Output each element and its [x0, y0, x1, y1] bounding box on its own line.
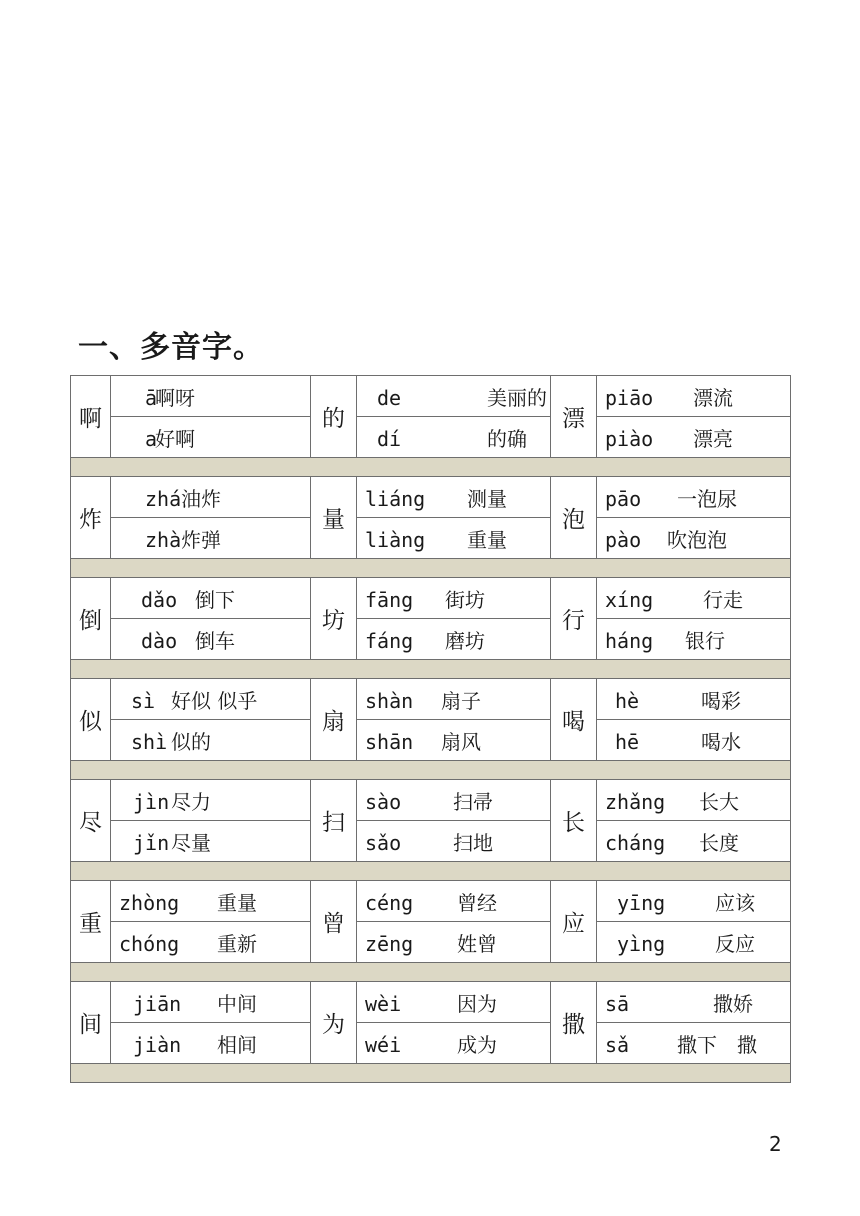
reading-row	[71, 821, 791, 862]
group-separator	[71, 1064, 791, 1083]
reading-row	[71, 619, 791, 660]
separator-band	[71, 761, 791, 780]
separator-band	[71, 458, 791, 477]
group-separator	[71, 559, 791, 578]
example-word: 好啊	[155, 426, 195, 451]
reading-cell	[357, 518, 551, 559]
pinyin: shān	[365, 729, 414, 754]
pinyin: jìn	[133, 789, 170, 814]
reading-row	[71, 376, 791, 417]
polyphonic-char: 扫	[311, 780, 357, 862]
example-word: 姓曾	[457, 931, 497, 956]
example-word: 的确	[487, 426, 527, 451]
pinyin: jǐn	[133, 830, 170, 855]
example-word: 街坊	[445, 587, 485, 612]
pinyin: a	[145, 426, 158, 451]
example-word: 美丽的	[487, 385, 547, 410]
polyphonic-char: 量	[311, 477, 357, 559]
reading-cell	[597, 982, 791, 1023]
pinyin: de	[377, 385, 402, 410]
example-word: 尽力	[171, 789, 211, 814]
reading-cell	[597, 619, 791, 660]
example-word: 磨坊	[445, 628, 485, 653]
polyphonic-char: 坊	[311, 578, 357, 660]
reading-cell	[357, 780, 551, 821]
pinyin: sì	[131, 688, 156, 713]
reading-row	[71, 780, 791, 821]
pinyin: liáng	[365, 486, 426, 511]
example-word: 漂亮	[693, 426, 733, 451]
pinyin: sā	[605, 991, 630, 1016]
example-word: 喝水	[701, 729, 741, 754]
example-word: 炸弹	[181, 527, 221, 552]
pinyin: yīng	[617, 890, 666, 915]
example-word: 应该	[715, 890, 755, 915]
reading-cell	[597, 578, 791, 619]
polyphonic-char: 啊	[71, 376, 111, 458]
reading-row	[71, 922, 791, 963]
polyphonic-char: 似	[71, 679, 111, 761]
reading-cell	[111, 720, 311, 761]
reading-cell	[357, 477, 551, 518]
reading-cell	[111, 376, 311, 417]
polyphonic-char: 曾	[311, 881, 357, 963]
reading-row	[71, 477, 791, 518]
example-word: 重新	[217, 931, 257, 956]
pinyin: ā	[145, 385, 158, 410]
pinyin: háng	[605, 628, 654, 653]
reading-cell	[357, 1023, 551, 1064]
pinyin: sào	[365, 789, 402, 814]
reading-cell	[111, 578, 311, 619]
pinyin: wéi	[365, 1032, 402, 1057]
polyphonic-char: 喝	[551, 679, 597, 761]
pinyin: dǎo	[141, 587, 178, 612]
example-word: 重量	[217, 890, 257, 915]
polyphonic-char: 的	[311, 376, 357, 458]
pinyin: jiàn	[133, 1032, 182, 1057]
pinyin: zhòng	[119, 890, 180, 915]
reading-cell	[597, 1023, 791, 1064]
pinyin: céng	[365, 890, 414, 915]
polyphonic-char: 尽	[71, 780, 111, 862]
polyphonic-char: 炸	[71, 477, 111, 559]
reading-cell	[111, 619, 311, 660]
example-word: 似的	[171, 729, 211, 754]
pinyin: xíng	[605, 587, 654, 612]
example-word: 行走	[703, 587, 743, 612]
example-word: 测量	[467, 486, 507, 511]
pinyin: jiān	[133, 991, 182, 1016]
reading-cell	[597, 518, 791, 559]
reading-cell	[597, 376, 791, 417]
reading-cell	[597, 780, 791, 821]
group-separator	[71, 761, 791, 780]
reading-cell	[111, 922, 311, 963]
example-word: 撒娇	[713, 991, 753, 1016]
example-word: 重量	[467, 527, 507, 552]
polyphonic-char: 长	[551, 780, 597, 862]
pinyin: cháng	[605, 830, 666, 855]
reading-cell	[597, 679, 791, 720]
pinyin: sǎ	[605, 1032, 630, 1057]
reading-cell	[597, 821, 791, 862]
group-separator	[71, 862, 791, 881]
pinyin: hē	[615, 729, 640, 754]
pinyin: chóng	[119, 931, 180, 956]
polyphonic-char: 倒	[71, 578, 111, 660]
reading-cell	[597, 477, 791, 518]
pinyin: piào	[605, 426, 654, 451]
pinyin: shì	[131, 729, 168, 754]
example-word: 吹泡泡	[667, 527, 727, 552]
example-word: 尽量	[171, 830, 211, 855]
pinyin: fāng	[365, 587, 414, 612]
reading-cell	[357, 417, 551, 458]
example-word: 油炸	[181, 486, 221, 511]
reading-cell	[357, 881, 551, 922]
polyphonic-char: 撒	[551, 982, 597, 1064]
reading-cell	[357, 922, 551, 963]
reading-row	[71, 720, 791, 761]
separator-band	[71, 660, 791, 679]
reading-row	[71, 578, 791, 619]
example-word: 中间	[217, 991, 257, 1016]
separator-band	[71, 1064, 791, 1083]
polyphonic-char: 间	[71, 982, 111, 1064]
pinyin: shàn	[365, 688, 414, 713]
separator-band	[71, 559, 791, 578]
example-word: 反应	[715, 931, 755, 956]
example-word: 长大	[699, 789, 739, 814]
reading-cell	[357, 679, 551, 720]
example-word: 漂流	[693, 385, 733, 410]
reading-row	[71, 1023, 791, 1064]
example-word: 相间	[217, 1032, 257, 1057]
group-separator	[71, 660, 791, 679]
polyphonic-char: 重	[71, 881, 111, 963]
example-word: 成为	[457, 1032, 497, 1057]
reading-cell	[597, 922, 791, 963]
pinyin: fáng	[365, 628, 414, 653]
reading-cell	[357, 982, 551, 1023]
reading-cell	[357, 821, 551, 862]
example-word: 扇子	[441, 688, 481, 713]
pinyin: sǎo	[365, 830, 402, 855]
example-word: 喝彩	[701, 688, 741, 713]
reading-row	[71, 518, 791, 559]
reading-cell	[111, 982, 311, 1023]
reading-cell	[357, 619, 551, 660]
pinyin: zēng	[365, 931, 414, 956]
reading-cell	[597, 881, 791, 922]
reading-cell	[597, 417, 791, 458]
pinyin: pāo	[605, 486, 642, 511]
reading-row	[71, 417, 791, 458]
example-word: 扇风	[441, 729, 481, 754]
reading-cell	[111, 821, 311, 862]
reading-cell	[111, 477, 311, 518]
reading-cell	[111, 780, 311, 821]
pinyin: zhǎng	[605, 789, 666, 814]
pinyin: dí	[377, 426, 402, 451]
reading-cell	[111, 679, 311, 720]
polyphonic-char: 为	[311, 982, 357, 1064]
example-word: 啊呀	[155, 385, 195, 410]
reading-cell	[597, 720, 791, 761]
example-word: 撒下 撒	[677, 1032, 757, 1057]
pinyin: zhá	[145, 486, 182, 511]
example-word: 一泡尿	[677, 486, 737, 511]
polyphonic-char: 泡	[551, 477, 597, 559]
pinyin: yìng	[617, 931, 666, 956]
separator-band	[71, 862, 791, 881]
pinyin: piāo	[605, 385, 654, 410]
example-word: 曾经	[457, 890, 497, 915]
group-separator	[71, 963, 791, 982]
reading-cell	[357, 578, 551, 619]
group-separator	[71, 458, 791, 477]
pinyin: zhà	[145, 527, 182, 552]
example-word: 扫地	[453, 830, 493, 855]
example-word: 银行	[685, 628, 725, 653]
pinyin: liàng	[365, 527, 426, 552]
example-word: 因为	[457, 991, 497, 1016]
reading-cell	[111, 417, 311, 458]
reading-row	[71, 679, 791, 720]
page-number: 2	[769, 1132, 782, 1156]
pinyin: pào	[605, 527, 642, 552]
pinyin: hè	[615, 688, 640, 713]
reading-row	[71, 881, 791, 922]
pinyin: dào	[141, 628, 178, 653]
reading-cell	[357, 720, 551, 761]
reading-cell	[357, 376, 551, 417]
polyphonic-table	[70, 375, 791, 1083]
reading-cell	[111, 881, 311, 922]
reading-cell	[111, 1023, 311, 1064]
reading-row	[71, 982, 791, 1023]
example-word: 扫帚	[453, 789, 493, 814]
polyphonic-char: 行	[551, 578, 597, 660]
example-word: 好似 似乎	[171, 688, 258, 713]
polyphonic-char: 扇	[311, 679, 357, 761]
section-heading: 一、多音字。	[78, 330, 264, 365]
separator-band	[71, 963, 791, 982]
example-word: 倒下	[195, 587, 235, 612]
reading-cell	[111, 518, 311, 559]
pinyin: wèi	[365, 991, 402, 1016]
example-word: 长度	[699, 830, 739, 855]
polyphonic-char: 漂	[551, 376, 597, 458]
polyphonic-char: 应	[551, 881, 597, 963]
example-word: 倒车	[195, 628, 235, 653]
